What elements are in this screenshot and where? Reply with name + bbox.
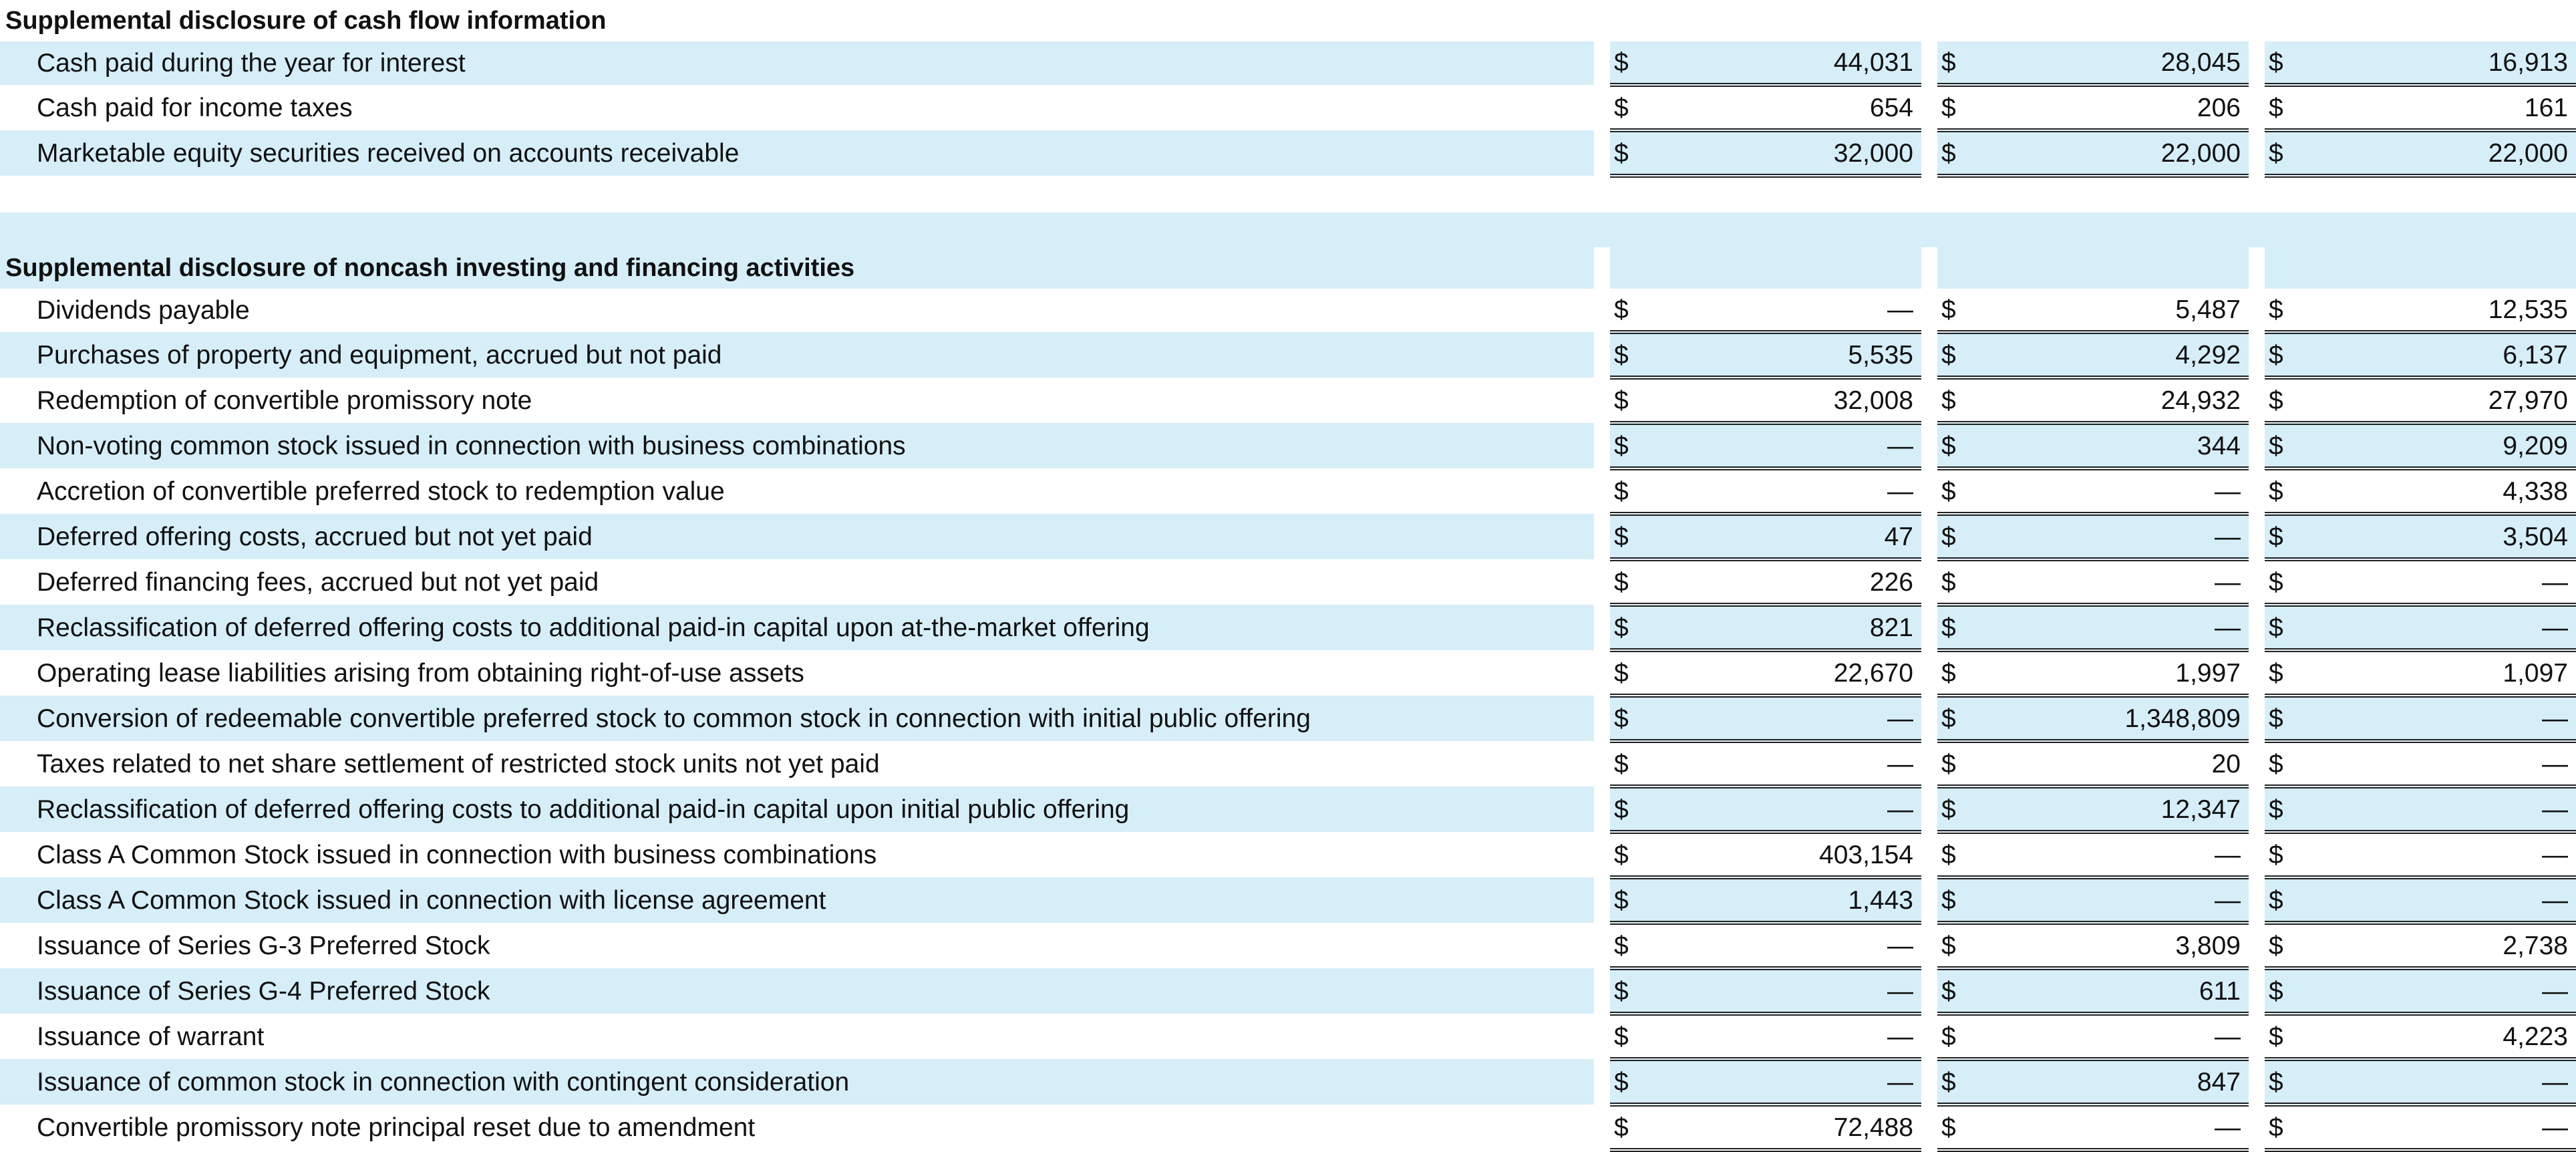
column-gap — [2249, 247, 2265, 289]
currency-symbol: $ — [1610, 786, 1642, 832]
empty-cell — [2297, 247, 2576, 289]
column-gap — [1594, 605, 1610, 650]
currency-symbol: $ — [2265, 468, 2297, 514]
amount-col-3: 16,913 — [2297, 41, 2576, 85]
amount-col-1: 22,670 — [1642, 650, 1921, 696]
currency-symbol: $ — [1610, 605, 1642, 650]
row-label: Marketable equity securities received on accounts receivable — [0, 130, 1594, 176]
row-label: Operating lease liabilities arising from obtaining right-of-use assets — [37, 658, 804, 688]
currency-symbol: $ — [2265, 1105, 2297, 1150]
column-gap — [1921, 378, 1937, 423]
currency-symbol: $ — [2265, 968, 2297, 1014]
amount-col-1: — — [1642, 786, 1921, 832]
column-gap — [2249, 1014, 2265, 1059]
column-gap — [2249, 332, 2265, 378]
amount-col-3: 161 — [2297, 85, 2576, 130]
row-label: Taxes related to net share settlement of restricted stock units not yet paid — [37, 749, 880, 778]
row-label: Issuance of warrant — [37, 1022, 265, 1051]
column-gap — [1921, 650, 1937, 696]
currency-symbol: $ — [1937, 1105, 1969, 1150]
amount-col-1: 403,154 — [1642, 832, 1921, 877]
amount-col-2: — — [1969, 514, 2249, 559]
column-gap — [1921, 1059, 1937, 1105]
currency-symbol: $ — [1610, 289, 1642, 332]
currency-symbol: $ — [1937, 514, 1969, 559]
amount-col-2: 1,348,809 — [1969, 696, 2249, 741]
column-gap — [1594, 423, 1610, 468]
amount-col-3: 1,097 — [2297, 650, 2576, 696]
column-gap — [1921, 0, 1937, 41]
column-gap — [2249, 41, 2265, 85]
amount-col-2: 611 — [1969, 968, 2249, 1014]
row-label: Accretion of convertible preferred stock to redemption value — [37, 476, 725, 506]
amount-col-1: 32,008 — [1642, 378, 1921, 423]
table-row — [0, 559, 2576, 605]
column-gap — [1594, 968, 1610, 1014]
currency-symbol: $ — [1937, 332, 1969, 378]
amount-col-3: — — [2297, 696, 2576, 741]
row-label: Issuance of common stock in connection with contingent consideration — [0, 1059, 1594, 1105]
table-row — [0, 696, 2576, 741]
column-gap — [2249, 696, 2265, 741]
column-gap — [2249, 559, 2265, 605]
amount-col-2: 24,932 — [1969, 378, 2249, 423]
column-gap — [1594, 1014, 1610, 1059]
currency-symbol: $ — [1610, 1014, 1642, 1059]
column-gap — [1594, 741, 1610, 786]
column-gap — [2249, 468, 2265, 514]
spacer-cell — [0, 212, 2576, 247]
table-row — [0, 968, 2576, 1014]
table-row — [0, 923, 2576, 968]
row-label: Reclassification of deferred offering costs to additional paid-in capital upon at-the-market offering — [0, 605, 1594, 650]
currency-symbol: $ — [2265, 41, 2297, 85]
table-row — [0, 877, 2576, 923]
column-gap — [1594, 41, 1610, 85]
column-gap — [1594, 247, 1610, 289]
currency-symbol: $ — [1610, 968, 1642, 1014]
currency-symbol: $ — [1610, 1105, 1642, 1150]
currency-symbol: $ — [1937, 423, 1969, 468]
column-gap — [1594, 832, 1610, 877]
column-gap — [1594, 650, 1610, 696]
row-label: Conversion of redeemable convertible preferred stock to common stock in connection with initial public offering — [0, 696, 1594, 741]
currency-symbol: $ — [2265, 130, 2297, 176]
column-gap — [1921, 423, 1937, 468]
empty-cell — [2265, 0, 2297, 41]
column-gap — [1594, 877, 1610, 923]
table-row — [0, 514, 2576, 559]
column-gap — [1921, 877, 1937, 923]
row-label: Class A Common Stock issued in connection with license agreement — [0, 877, 1594, 923]
row-label: Redemption of convertible promissory note — [37, 386, 532, 415]
column-gap — [1921, 1105, 1937, 1150]
table-row — [0, 468, 2576, 514]
column-gap — [2249, 877, 2265, 923]
amount-col-2: 5,487 — [1969, 289, 2249, 332]
amount-col-3: — — [2297, 1059, 2576, 1105]
currency-symbol: $ — [1937, 1014, 1969, 1059]
amount-col-1: — — [1642, 1014, 1921, 1059]
currency-symbol: $ — [1610, 130, 1642, 176]
empty-cell — [1642, 247, 1921, 289]
amount-col-3: 6,137 — [2297, 332, 2576, 378]
column-gap — [2249, 605, 2265, 650]
column-gap — [1921, 1014, 1937, 1059]
currency-symbol: $ — [1610, 1059, 1642, 1105]
currency-symbol: $ — [1937, 696, 1969, 741]
column-gap — [1594, 85, 1610, 130]
amount-col-2: 22,000 — [1969, 130, 2249, 176]
currency-symbol: $ — [1937, 41, 1969, 85]
currency-symbol: $ — [1937, 741, 1969, 786]
amount-col-3: — — [2297, 832, 2576, 877]
amount-col-3: 4,223 — [2297, 1014, 2576, 1059]
column-gap — [2249, 832, 2265, 877]
currency-symbol: $ — [1937, 468, 1969, 514]
amount-col-1: 1,443 — [1642, 877, 1921, 923]
column-gap — [1594, 923, 1610, 968]
currency-symbol: $ — [2265, 877, 2297, 923]
amount-col-2: — — [1969, 468, 2249, 514]
amount-col-2: — — [1969, 605, 2249, 650]
currency-symbol: $ — [1610, 741, 1642, 786]
amount-col-1: — — [1642, 696, 1921, 741]
currency-symbol: $ — [1937, 786, 1969, 832]
table-row — [0, 1105, 2576, 1150]
spacer-cell — [0, 176, 2576, 212]
amount-col-3: 12,535 — [2297, 289, 2576, 332]
currency-symbol: $ — [1610, 378, 1642, 423]
column-gap — [1921, 289, 1937, 332]
column-gap — [1921, 786, 1937, 832]
row-label: Issuance of Series G-4 Preferred Stock — [0, 968, 1594, 1014]
table-row — [0, 289, 2576, 332]
amount-col-3: — — [2297, 786, 2576, 832]
currency-symbol: $ — [2265, 650, 2297, 696]
column-gap — [1594, 559, 1610, 605]
column-gap — [1921, 968, 1937, 1014]
column-gap — [1921, 559, 1937, 605]
currency-symbol: $ — [1610, 832, 1642, 877]
row-label: Reclassification of deferred offering costs to additional paid-in capital upon initial public offering — [0, 786, 1594, 832]
amount-col-2: 1,997 — [1969, 650, 2249, 696]
column-gap — [1921, 468, 1937, 514]
table-row — [0, 786, 2576, 832]
amount-col-2: 847 — [1969, 1059, 2249, 1105]
currency-symbol: $ — [2265, 923, 2297, 968]
amount-col-1: 32,000 — [1642, 130, 1921, 176]
currency-symbol: $ — [1610, 85, 1642, 130]
amount-col-1: — — [1642, 923, 1921, 968]
table-row — [0, 423, 2576, 468]
section-heading-row — [0, 0, 2576, 41]
table-row — [0, 832, 2576, 877]
column-gap — [1594, 514, 1610, 559]
amount-col-1: — — [1642, 741, 1921, 786]
row-label: Convertible promissory note principal reset due to amendment — [37, 1113, 756, 1142]
amount-col-3: 2,738 — [2297, 923, 2576, 968]
currency-symbol: $ — [2265, 289, 2297, 332]
row-label: Issuance of Series G-3 Preferred Stock — [37, 931, 490, 960]
empty-cell — [1969, 247, 2249, 289]
column-gap — [1921, 923, 1937, 968]
currency-symbol: $ — [1610, 423, 1642, 468]
column-gap — [2249, 1105, 2265, 1150]
currency-symbol: $ — [1610, 41, 1642, 85]
currency-symbol: $ — [1610, 923, 1642, 968]
amount-col-1: 5,535 — [1642, 332, 1921, 378]
column-gap — [1921, 696, 1937, 741]
amount-col-3: 22,000 — [2297, 130, 2576, 176]
currency-symbol: $ — [1610, 696, 1642, 741]
empty-cell — [1969, 0, 2249, 41]
column-gap — [1921, 41, 1937, 85]
amount-col-2: 344 — [1969, 423, 2249, 468]
currency-symbol: $ — [1937, 85, 1969, 130]
empty-cell — [2297, 0, 2576, 41]
table-row — [0, 741, 2576, 786]
column-gap — [1921, 130, 1937, 176]
amount-col-3: — — [2297, 1105, 2576, 1150]
amount-col-3: — — [2297, 605, 2576, 650]
table-row — [0, 332, 2576, 378]
row-label: Purchases of property and equipment, accrued but not paid — [0, 332, 1594, 378]
empty-cell — [1937, 247, 1969, 289]
table-row — [0, 41, 2576, 85]
column-gap — [1921, 605, 1937, 650]
column-gap — [2249, 650, 2265, 696]
amount-col-1: — — [1642, 968, 1921, 1014]
currency-symbol: $ — [2265, 559, 2297, 605]
currency-symbol: $ — [2265, 605, 2297, 650]
section-heading: Supplemental disclosure of cash flow information — [5, 7, 607, 35]
amount-col-2: 206 — [1969, 85, 2249, 130]
amount-col-1: — — [1642, 289, 1921, 332]
amount-col-3: — — [2297, 559, 2576, 605]
column-gap — [2249, 1059, 2265, 1105]
amount-col-3: — — [2297, 741, 2576, 786]
column-gap — [1921, 247, 1937, 289]
currency-symbol: $ — [1937, 968, 1969, 1014]
currency-symbol: $ — [1610, 650, 1642, 696]
currency-symbol: $ — [2265, 832, 2297, 877]
amount-col-2: — — [1969, 559, 2249, 605]
column-gap — [1594, 786, 1610, 832]
amount-col-3: 27,970 — [2297, 378, 2576, 423]
empty-cell — [1642, 0, 1921, 41]
column-gap — [1921, 832, 1937, 877]
amount-col-2: 28,045 — [1969, 41, 2249, 85]
table-row — [0, 605, 2576, 650]
amount-col-1: — — [1642, 1059, 1921, 1105]
currency-symbol: $ — [1937, 832, 1969, 877]
spacer-row — [0, 212, 2576, 247]
row-label: Cash paid for income taxes — [37, 93, 353, 122]
table-row — [0, 1059, 2576, 1105]
amount-col-1: — — [1642, 423, 1921, 468]
row-label: Class A Common Stock issued in connection with business combinations — [37, 840, 877, 869]
amount-col-1: 821 — [1642, 605, 1921, 650]
currency-symbol: $ — [1937, 1059, 1969, 1105]
amount-col-2: 4,292 — [1969, 332, 2249, 378]
currency-symbol: $ — [2265, 423, 2297, 468]
amount-col-2: 3,809 — [1969, 923, 2249, 968]
amount-col-2: 12,347 — [1969, 786, 2249, 832]
column-gap — [1594, 0, 1610, 41]
table-row — [0, 650, 2576, 696]
section-heading: Supplemental disclosure of noncash investing and financing activities — [0, 247, 1594, 289]
row-label: Deferred financing fees, accrued but not yet paid — [37, 567, 599, 597]
currency-symbol: $ — [2265, 332, 2297, 378]
amount-col-2: — — [1969, 1105, 2249, 1150]
row-label: Deferred offering costs, accrued but not yet paid — [0, 514, 1594, 559]
amount-col-2: 20 — [1969, 741, 2249, 786]
section-heading-row — [0, 247, 2576, 289]
empty-cell — [1610, 247, 1642, 289]
row-label: Cash paid during the year for interest — [0, 41, 1594, 85]
column-gap — [2249, 741, 2265, 786]
column-gap — [1594, 332, 1610, 378]
table-row — [0, 130, 2576, 176]
amount-col-1: 654 — [1642, 85, 1921, 130]
column-gap — [1594, 1105, 1610, 1150]
currency-symbol: $ — [1937, 877, 1969, 923]
currency-symbol: $ — [1937, 923, 1969, 968]
amount-col-2: — — [1969, 877, 2249, 923]
empty-cell — [2265, 247, 2297, 289]
currency-symbol: $ — [1937, 130, 1969, 176]
amount-col-2: — — [1969, 1014, 2249, 1059]
amount-col-2: — — [1969, 832, 2249, 877]
column-gap — [2249, 923, 2265, 968]
row-label: Dividends payable — [37, 296, 250, 325]
column-gap — [1921, 741, 1937, 786]
currency-symbol: $ — [1610, 468, 1642, 514]
currency-symbol: $ — [2265, 514, 2297, 559]
amount-col-3: — — [2297, 877, 2576, 923]
currency-symbol: $ — [2265, 786, 2297, 832]
currency-symbol: $ — [1610, 332, 1642, 378]
column-gap — [1921, 85, 1937, 130]
currency-symbol: $ — [2265, 85, 2297, 130]
row-label: Non-voting common stock issued in connection with business combinations — [0, 423, 1594, 468]
currency-symbol: $ — [1610, 514, 1642, 559]
currency-symbol: $ — [2265, 1014, 2297, 1059]
amount-col-1: — — [1642, 468, 1921, 514]
spacer-row — [0, 176, 2576, 212]
amount-col-1: 226 — [1642, 559, 1921, 605]
column-gap — [2249, 514, 2265, 559]
column-gap — [2249, 968, 2265, 1014]
column-gap — [1594, 289, 1610, 332]
column-gap — [1594, 1059, 1610, 1105]
column-gap — [2249, 130, 2265, 176]
empty-cell — [1937, 0, 1969, 41]
column-gap — [2249, 423, 2265, 468]
amount-col-1: 44,031 — [1642, 41, 1921, 85]
amount-col-3: 9,209 — [2297, 423, 2576, 468]
column-gap — [1594, 378, 1610, 423]
currency-symbol: $ — [1937, 378, 1969, 423]
currency-symbol: $ — [1937, 289, 1969, 332]
column-gap — [1594, 468, 1610, 514]
amount-col-3: 4,338 — [2297, 468, 2576, 514]
currency-symbol: $ — [1937, 559, 1969, 605]
column-gap — [2249, 85, 2265, 130]
column-gap — [2249, 378, 2265, 423]
amount-col-1: 72,488 — [1642, 1105, 1921, 1150]
table-row — [0, 378, 2576, 423]
table-row — [0, 1014, 2576, 1059]
currency-symbol: $ — [2265, 696, 2297, 741]
empty-cell — [1610, 0, 1642, 41]
currency-symbol: $ — [1610, 559, 1642, 605]
currency-symbol: $ — [2265, 378, 2297, 423]
column-gap — [1921, 514, 1937, 559]
column-gap — [1921, 332, 1937, 378]
currency-symbol: $ — [2265, 1059, 2297, 1105]
currency-symbol: $ — [1937, 605, 1969, 650]
table-row — [0, 85, 2576, 130]
column-gap — [2249, 786, 2265, 832]
currency-symbol: $ — [2265, 741, 2297, 786]
currency-symbol: $ — [1937, 650, 1969, 696]
column-gap — [2249, 0, 2265, 41]
column-gap — [1594, 696, 1610, 741]
column-gap — [2249, 289, 2265, 332]
amount-col-1: 47 — [1642, 514, 1921, 559]
amount-col-3: — — [2297, 968, 2576, 1014]
column-gap — [1594, 130, 1610, 176]
currency-symbol: $ — [1610, 877, 1642, 923]
amount-col-3: 3,504 — [2297, 514, 2576, 559]
